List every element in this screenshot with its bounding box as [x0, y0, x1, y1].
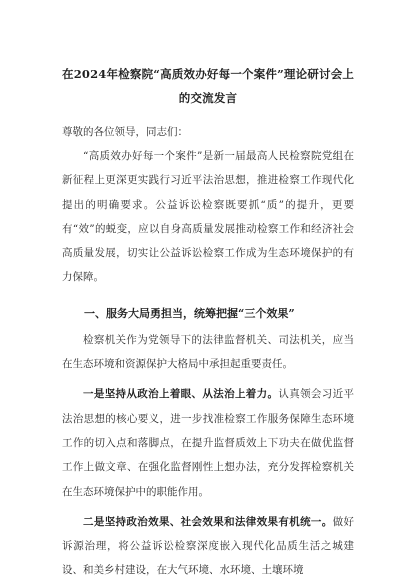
document-body: [62, 62, 354, 583]
point-2-paragraph: [62, 510, 354, 583]
point-2-lead: 二是坚持政治效果、社会效果和法律效果有机统一。: [83, 515, 333, 528]
document-title: [62, 62, 354, 110]
section-1-intro-paragraph: 检察机关作为党领导下的法律监督机关、司法机关，应当在生态环境和资源保护大格局中承担起重要责任。: [62, 333, 354, 371]
intro-paragraph: “高质效办好每一个案件”是新一届最高人民检察院党组在新征程上更深更实践行习近平法治思想，推进检察工作现代化提出的明确要求。公益诉讼检察既要抓“质”的提升，更要有“效”的蜕变，应以自身高质量发展推动检察工作和经济社会高质量发展，切实让公益诉讼检察工作成为生态环境保护的有力保障。: [62, 150, 354, 284]
point-1-paragraph: [62, 382, 354, 503]
point-1-lead: 一是坚持从政治上着眼、从法治上着力。: [83, 388, 279, 401]
point-1-body: 认真领会习近平法治思想的核心要义，进一步找准检察工作服务保障生态环境工作的切入点和落脚点，在提升监督质效上下功夫在做优监督工作上做文章、在强化监督刚性上想办法，充分发挥检察机关在生态环境保护中的职能作用。: [62, 388, 354, 498]
document-title-line-1: 在2024年检察院“高质效办好每一个案件”理论研讨会上: [62, 67, 355, 81]
document-title-line-2: 的交流发言: [178, 91, 238, 105]
point-2-body: 做好诉源治理，将公益诉讼检察深度嵌入现代化品质生活之城建设、和美乡村建设，在大气环境、水环境、土壤环境: [62, 515, 355, 577]
greeting: 尊敬的各位领导，同志们：: [62, 126, 188, 138]
section-heading-1: 一、服务大局勇担当，统筹把握“三个效果”: [84, 306, 295, 320]
